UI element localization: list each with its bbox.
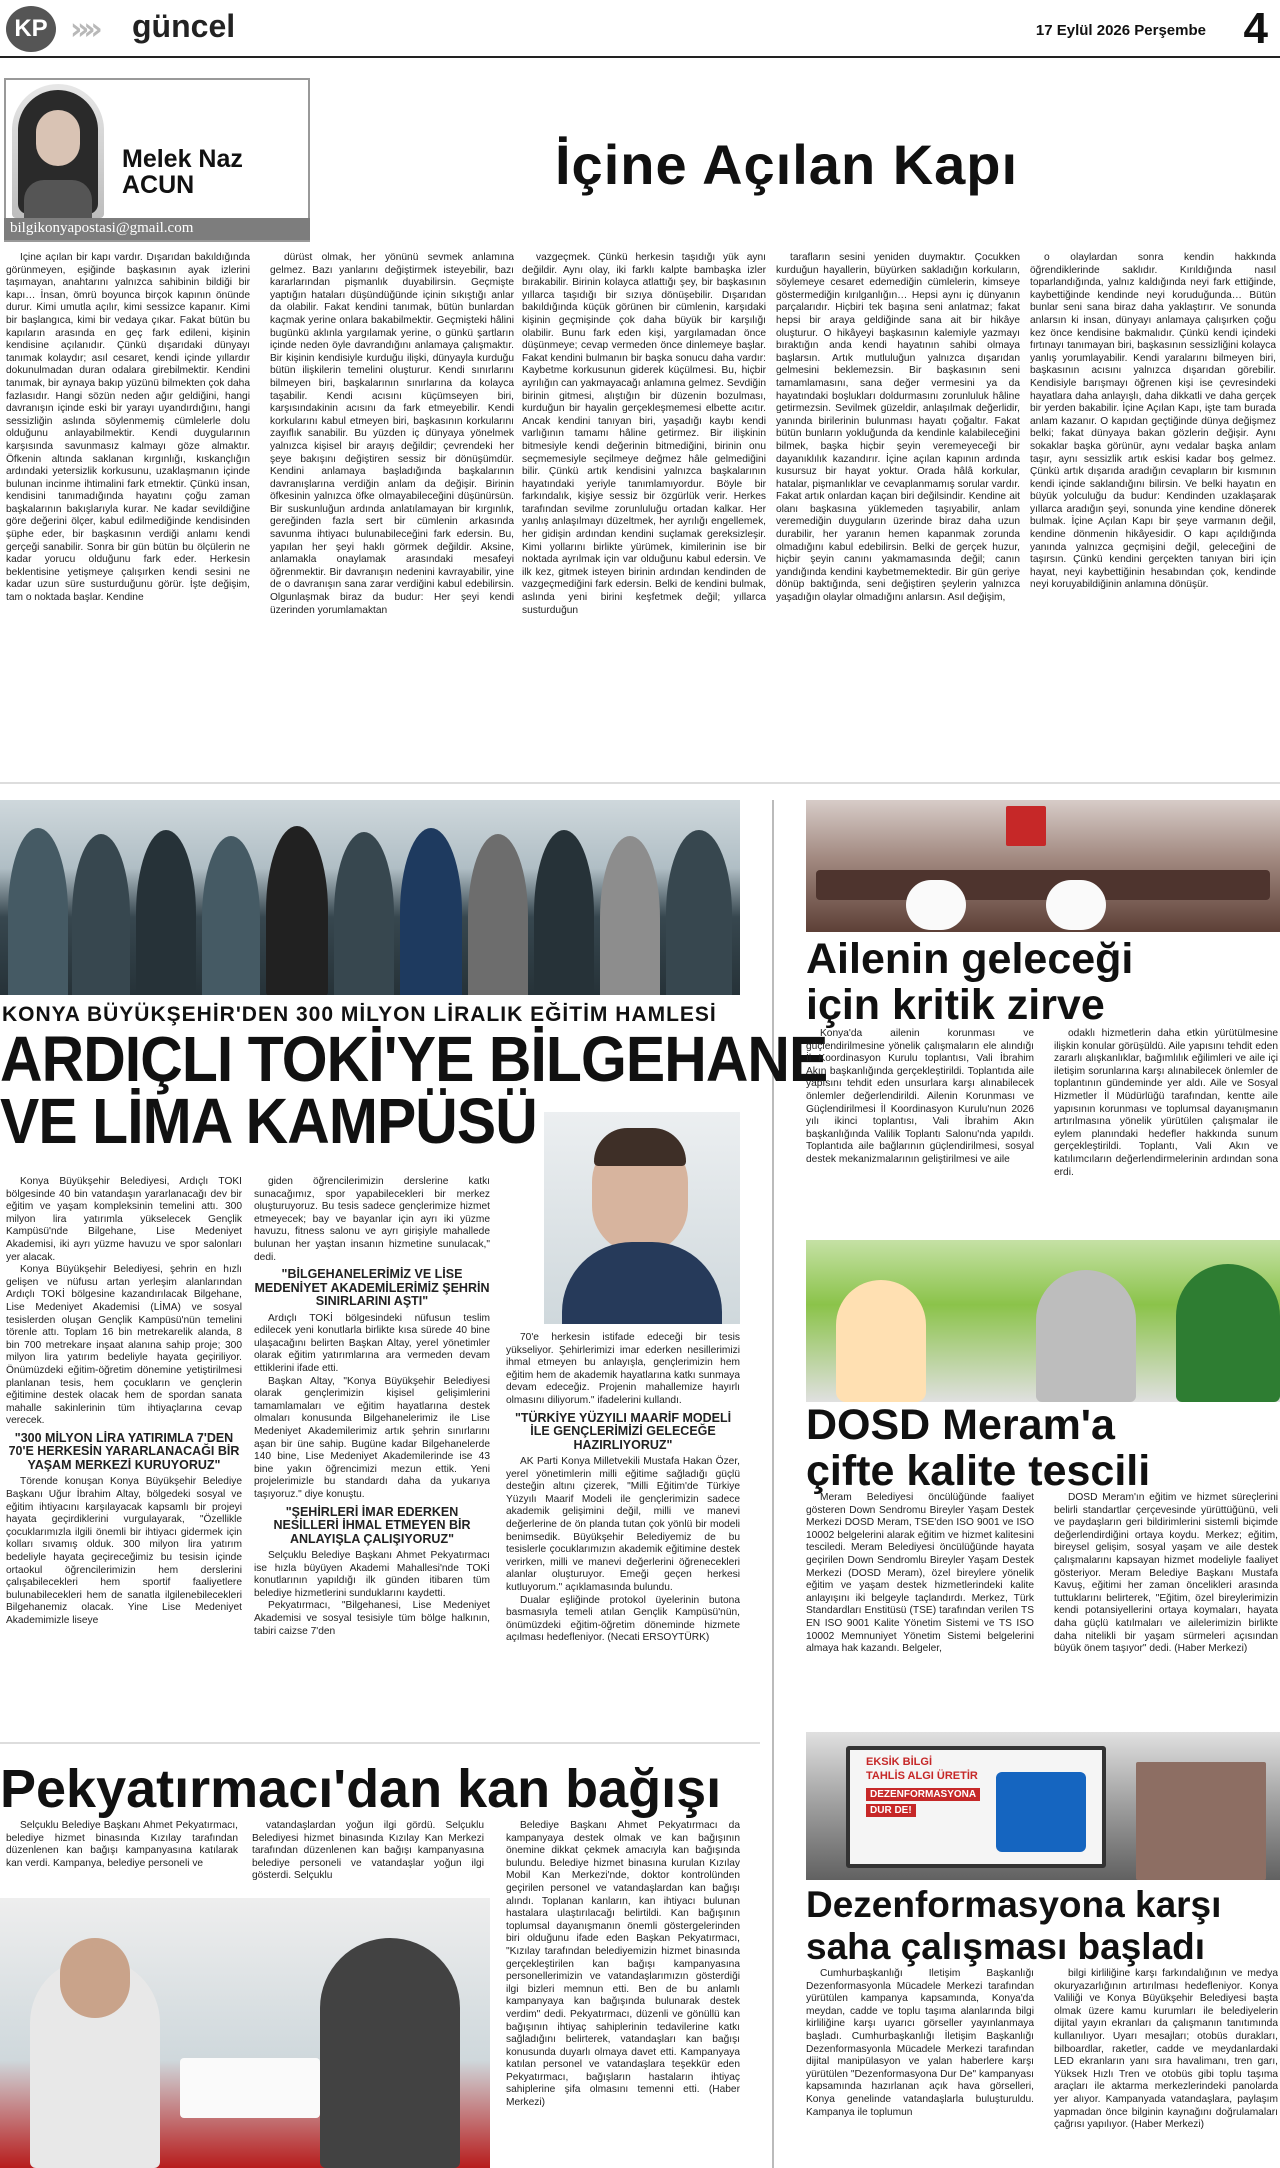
toki-headline: ARDIÇLI TOKİ'YE BİLGEHANE VE LİMA KAMPÜSÜ [0, 1023, 828, 1157]
section-divider [0, 782, 1280, 784]
portrait-photo [544, 1112, 740, 1324]
page-number: 4 [1243, 4, 1268, 53]
column-text-2: dürüst olmak, her yönünü sevmek anlamına gelmez. Bazı yanlarını değiştirmek isteyebilir, bazı kararlarından pişmanlık duyabilirsin. Geçmişte yaptığın hataları düşündüğünde içinin sıkıştığı anlar da olabilir. Fakat kendini tanımak, bütün bunlardan kaçmak yerine onlara bakabilmektir. Geçmişteki hâlini bugünkü aklınla yargılamak yerine, o günkü şartların içinde neden öyle davrandığını anlamaya çalışmaktır. Bir kişinin kendisiyle kurduğu ilişki, dünyayla kurduğu bütün ilişkilerin temelini oluşturur. Kendi sınırlarını bilmeyen biri, başkalarının sınırlarına da kolayca taşabilir. Kendi acısını küçümseyen biri, karşısındakinin acısını da fark etmeyebilir. Kendi korkularını kabul etmeyen biri, başkasının korkularını zayıflık sanabilir. Bu yüzden iç dünyaya yönelmek yalnızca kişisel bir arayış değildir; çevrendeki her şeye bakışını değiştiren sessiz bir dönüşümdür. Kendini anlamaya başladığında başkalarının davranışlarına verdiğin anlam da değişir. Birinin öfkesinin yalnızca öfke olmayabileceğini düşünürsün. Bir suskunluğun ardında anlatılamayan bir kırgınlık, gereğinden fazla sert bir cümlenin arkasında savunma ihtiyacı bulunabileceğini fark edersin. Bu, yapılan her şeyi haklı görmek değildir. Aksine, anlamakla onaylamak arasındaki mesafeyi öğrenmektir. Bir davranışın nedenini kavrayabilir, yine de o davranışın sana zarar verdiğini kabul edebilirsin. Olgunlaşmak biraz da budur: Her şeyi kendi üzerinden yorumlamaktan [270, 252, 514, 616]
billboard-text-4: DUR DE! [866, 1804, 916, 1817]
billboard-text-1: EKSİK BİLGİ [866, 1756, 933, 1768]
page-header [0, 0, 1280, 58]
toki-kicker: KONYA BÜYÜKŞEHİR'DEN 300 MİLYON LİRALIK EĞİTİM HAMLESİ [2, 1003, 717, 1026]
column-text-3: vazgeçmek. Çünkü herkesin taşıdığı yük aynı değildir. Aynı olay, iki farklı kalpte bambaşka izler bırakabilir. Birinin kolayca atlattığı şey, bir başkasının yıllarca taşıdığı bir sızıya dönüşebilir. Dışarıdan bakıldığında küçük görünen bir cümlenin, karşıdaki kişinin geçmişinde çok daha büyük bir karşılığı olabilir. Bunu fark eden kişi, yargılamadan önce düşünmeye; cevap vermeden önce dinlemeye başlar. Fakat kendini bulmanın bir başka sonucu daha vardır: Kaybetme korkusunun giderek küçülmesi. Bu, hiçbir ayrılığın can yakmayacağı anlamına gelmez. Sevdiğin birinin gitmesi, alıştığın bir düzenin bozulması, kurduğun bir hayalin gerçekleşmemesi elbette acıtır. Ancak kendini tanıyan biri, yaşadığı kaybı kendi varlığının tamamı hâline getirmez. Bir ilişkinin bitmesiyle kendi değerinin bitmediğini, birinin onu seçmemesiyle seçilmeye değmez hâle gelmediğini bilir. Çünkü artık kendisini yalnızca başkalarının hayatındaki yeriyle tanımlamıyordur. Böyle bir farkındalık, kişiye sessiz bir özgürlük verir. Herkes tarafından sevilme zorunluluğu ortadan kalkar. Her yanlış anlaşılmayı düzeltmek, her ayrılığı engellemek, her gidişin ardından kendini suçlamak gereksizleşir. Kimi yollarını birlikte yürümek, kimilerinin ise bir noktada ayrılmak için var olduğunu kabul edersin. Ve ilk kez, gitmek isteyen birinin ardından kendinden de vazgeçmediğini fark edersin. Belki de kendini bulmak, aslında yeni birini keşfetmek değil; yıllarca susturduğun [522, 252, 766, 616]
author-photo [12, 84, 104, 218]
toki-text-3: 70'e herkesin istifade edeceği bir tesis yükseliyor. Şehirlerimizi imar ederken nesillerimizi ihmal etmeyen bu anlayışla, gençlerimizin hem eğitim hem de akademik hayatlarına katkı sunmaya devam edeceğiz. Projenin mahallemize hayırlı olmasını diliyorum." ifadelerini kullandı. "TÜRKİYE YÜZYILI MAARİF MODELİ İLE GENÇLERİMİZİ GELECEĞE HAZIRLIYORUZ" AK Parti Konya Milletvekili Mustafa Hakan Özer, yerel yönetimlerin milli eğitime sağladığı güçlü desteğin altını çizerek, "Milli Eğitim'de Türkiye Yüzyılı Maarif Modeli ile gençlerimizin sadece akademik gelişimini değil, milli ve manevi değerlerine de ön planda tutan çok yönlü bir modeli benimsedik. Büyükşehir Belediyemiz de bu tesislerle çocuklarımızın akademik eğitimine destek verirken, milli ve manevi değerlerini öğrenecekleri alanlar oluşturuyor. Emeği geçen herkesi kutluyorum." açıklamasında bulundu. Dualar eşliğinde protokol üyelerinin butona basmasıyla temeli atılan Gençlik Kampüsü'nün, önümüzdeki eğitim-öğretim döneminde hizmete açılması hedefleniyor. (Necati ERSOYTÜRK) [506, 1332, 740, 1644]
column-text-5: o olaylardan sonra kendin hakkında öğrendiklerinde saklıdır. Kırıldığında nasıl toparlandığında, yalnız kaldığında neyi fark ettiğinde, kaybettiğinde kendinde neyi koruduğunda… Bütün bunlar seni sana biraz daha yaklaştırır. Ve sonunda anlarsın ki insan, dünyayı anlamaya çalışırken çoğu kez önce kendisine bakmalıdır. Çünkü kendi içindeki fırtınayı tanımayan biri, başkasının sessizliğini kolayca yanlış yorumlayabilir. Kendi yaralarını bilmeyen biri, başkasının acısını yalnızca dışarıdan görebilir. Kendisiyle barışmayı öğrenen kişi ise çevresindeki hayatlara daha anlayışlı, daha dikkatli ve daha gerçek bir yerden bakabilir. İçine Açılan Kapı, işte tam burada anlam kazanır. O kapıdan geçtiğinde dünya değişmez belki; fakat dünyaya bakan gözlerin değişir. Aynı sokaklar başka görünür, aynı vedalar başka anlam taşır, aynı sessizlik artık eskisi kadar boş gelmez. Çünkü artık dışarıda aradığın cevapların bir kısmının kendi içinde saklandığını bilirsin. Ve belki hayatın en büyük yolculuğu da budur: Kendinden uzaklaşarak yıllarca aradığın şeyi, sonunda yine kendine dönerek bulmak. İçine Açılan Kapı bir şeye varmanın değil, kendine dönmenin hikâyesidir. O kapı açıldığında yanında yalnızca geçmişini değil, geleceğini de taşırsın. Çünkü kendini gerçekten tanıyan biri için hayat, neyi kaybettiğinin hesabından çok, kendinde neyi koruyabildiğinin anlamına dönüşür. [1030, 252, 1276, 591]
column-title: İçine Açılan Kapı [555, 133, 1019, 196]
billboard-photo [806, 1732, 1280, 1880]
toki-text-2: giden öğrencilerimizin derslerine katkı sunacağımız, spor yapabilecekleri bir merkez oluşturuyoruz. Bu tesis sadece gençlerimize hizmet etmeyecek; bay ve bayanlar için ayrı iki yüzme havuzu, fitness salonu ve ayrı girişiyle mahallede bulunan her yaştan insanın hizmetine sunulacak," dedi. "BİLGEHANELERİMİZ VE LİSE MEDENİYET AKADEMİLERİMİZ ŞEHRİN SINIRLARINI AŞTI" Ardıçlı TOKİ bölgesindeki nüfusun teslim edilecek yeni konutlarla birlikte kısa sürede 40 bine ulaşacağını belirten Başkan Altay, yerel yönetimler olarak eğitim yatırımlarına ara vermeden devam ettiklerini ifade etti. Başkan Altay, "Konya Büyükşehir Belediyesi olarak gençlerimizin kişisel gelişimlerini tamamlamaları ve eğitim hayatlarına destek olmaları konusunda Bilgehanelerimiz ile Lise Medeniyet Akademilerimiz artık şehrin sınırlarını aşan bir üne sahip. Bugüne kadar Bilgehanelerde 140 bine, Lise Medeniyet Akademilerinde ise 43 bine yakın öğrencimizi mezun ettik. Yeni projelerimizle bu standardı daha da yukarıya taşıyoruz." diye konuştu. "ŞEHİRLERİ İMAR EDERKEN NESİLLERİ İHMAL ETMEYEN BİR ANLAYIŞLA ÇALIŞIYORUZ" Selçuklu Belediye Başkanı Ahmet Pekyatırmacı ise hızla büyüyen Akademi Mahallesi'nde TOKİ konutlarının yapıldığı ilk günden itibaren tüm belediye hizmetlerini sunduklarını kaydetti. Pekyatırmacı, "Bilgehanesi, Lise Medeniyet Akademisi ve sosyal tesisiyle tüm bölge halkının, tabiri caizse 7'den [254, 1176, 490, 1637]
column-text-1: İçine açılan bir kapı vardır. Dışarıdan bakıldığında görünmeyen, eşiğinde başkasının ayak izlerini taşımayan, anahtarını yalnızca sahibinin bildiği bir kapı… İnsan, ömrü boyunca birçok kapının önünde durur. Kimi umutla açılır, kimi sessizce kapanır. Kimi bir başlangıca, kimi bir vedaya çıkar. Fakat bütün bu kapıların arasında en geç fark edileni, kişinin kendisine açılanıdır. Çünkü dışarıdaki dünyayı tanımak kolaydır; asıl cesaret, kendi içinde yıllardır dokunulmadan duran odalara girebilmektir. Kendini tanımak, bir aynaya bakıp yüzünü bilmekten çok daha fazlasıdır. Hangi sözün neden ağır geldiğini, hangi davranışın içinde eski bir yarayı uyandırdığını, hangi sessizliğin aslında söylenmemiş cümlelerle dolu olduğunu anlayabilmektir. Kendi duygularının karşısında savunmasız kalmayı göze almaktır. Öfkenin altında saklanan kırgınlığı, kıskançlığın ardındaki yetersizlik korkusunu, uzaklaşmanın içinde bulunan incinme ihtimalini fark etmektir. Çünkü insan, kendisini tanımadığında hayatını çoğu zaman başkalarının bakışlarıyla kurar. Ne kadar sevildiğine göre değerini ölçer, kabul edilmediğinde kendisinden şüphe eder, bir başkasının verdiği anlamı kendi gerçeği sanabilir. Sonra bir gün bütün bu ölçülerin ne kadar yorucu olduğunu fark eder. Herkesin beklentisine yetişmeye çalışırken kendi sesini ne kadar uzun süre susturduğunu görür. İşte değişim, tam o noktada başlar. Kendine [6, 252, 250, 604]
author-email: bilgikonyapostasi@gmail.com [4, 218, 310, 240]
pek-divider [0, 1742, 760, 1744]
dosd-text-1: Meram Belediyesi öncülüğünde faaliyet gösteren Down Sendromu Bireyler Yaşam Destek Merkezi DOSD Meram, TSE'den ISO 9001 ve ISO 10002 belgelerini alarak eğitim ve hizmet kalitesini tesciledi. Meram Belediyesi öncülüğünde hayata geçirilen Down Sendromlu Bireyler Yaşam Destek Merkezi (DOSD Meram), özel bireylere yönelik eğitim ve yaşam destek hizmetlerindeki kalite anlayışını iki belgeyle taçlandırdı. Merkez, Türk Standardları Enstitüsü (TSE) tarafından verilen TS EN ISO 9001 Kalite Yönetim Sistemi ve TS ISO 10002 Memnuniyet Yönetim Sistemi belgelerini almaya hak kazandı. Belgeler, [806, 1492, 1034, 1655]
pek-text-3: Belediye Başkanı Ahmet Pekyatırmacı da kampanyaya destek olmak ve kan bağışının önemine dikkat çekmek amacıyla kan bağışında bulundu. Belediye hizmet binasına kurulan Kızılay Mobil Kan Merkezi'nde, doktor kontrolünden geçirilen personel ve vatandaşlardan kan bağışı alındı. Toplanan kanların, kan ihtiyacı bulunan hastalara ulaştırılacağı belirtildi. Kan bağışının toplumsal dayanışmanın önemli göstergelerinden biri olduğunu ifade eden Başkan Pekyatırmacı, "Kızılay tarafından belediyemizin hizmet binasında gerçekleştirilen kan bağışı kampanyasına personellerimizin ve vatandaşlarımızın gösterdiği ilgi bizleri memnun etti. Ben de bu anlamlı kampanyaya kan bağışında bulunarak destek verdim" dedi. Pekyatırmacı, düzenli ve gönüllü kan bağışının ihtiyaç sahiplerinin tedavilerine katkı sağladığını belirterek, vatandaşları kan bağışı konusunda duyarlı olmaya davet etti. Kampanyaya katılan personel ve vatandaşlara teşekkür eden Pekyatırmacı, bağışların hastaların ihtiyaç sahiplerine şifa olmasını temenni etti. (Haber Merkezi) [506, 1820, 740, 2109]
column-text-4: tarafların sesini yeniden duymaktır. Çocukken kurduğun hayallerin, büyürken sakladığın korkuların, söylemeye cesaret edemediğin cümlelerin, kimseye göstermediğin kırılganlığın… Hepsi aynı iç dünyanın parçalarıdır. Hiçbiri tek başına seni anlatmaz; fakat hepsi bir araya geldiğinde sana ait bir hikâye oluşturur. O hikâyeyi başkasının kalemiyle yazmayı bıraktığın anda kendi hayatının sahibi olmaya başlarsın. Artık mutluluğun yalnızca dışarıdan gelmesini beklemezsin. Bir başkasının seni tamamlamasını, sana değer vermesini ya da hayatındaki boşlukları doldurmasını zorunluluk hâline getirmezsin. Sevilmek güzeldir, anlaşılmak değerlidir, yanında birilerinin bulunması hayatı çoğaltır. Fakat bütün bunların yokluğunda da kendinle kalabileceğini bilmek, başka hiçbir şeyin veremeyeceği bir dayanıklılık kazandırır. İçine açılan kapının ardında kusursuz bir hayat yoktur. Orada hâlâ korkular, hatalar, pişmanlıklar ve cevaplanmamış sorular vardır. Fakat artık onlardan kaçan biri değilsindir. Kendine ait olanı başkasına yüklemeden taşıyabilir, anlam veremediğin duyguların üzerinde biraz daha uzun durabilir, her yaranın hemen kapanmak zorunda olmadığını kabul edebilirsin. Belki de gerçek huzur, hiçbir şeyin canını yakmamasında değil; canın yandığında kendini kaybetmemektedir. Bir gün geriye dönüp baktığında, seni değiştiren şeylerin yalnızca yaşadığın olaylar olmadığını anlarsın. Asıl değişim, [776, 252, 1020, 604]
kp-logo: KP [6, 6, 56, 52]
section-title: güncel [132, 8, 236, 44]
toki-text-1: Konya Büyükşehir Belediyesi, Ardıçlı TOKİ bölgesinde 40 bin vatandaşın yararlanacağı dev bir eğitim ve yaşam kompleksinin temelini attı. 300 milyon lira yatırımla yükselecek Gençlik Kampüsü'nde Bilgehane, Lise Medeniyet Akademisi, iki ayrı yüzme havuzu ve spor salonları yer alacak. Konya Büyükşehir Belediyesi, şehrin en hızlı gelişen ve nüfusu artan yerleşim alanlarından Ardıçlı TOKİ bölgesine kazandırılacak Bilgehane, Lise Medeniyet Akademisi (LİMA) ve sosyal tesislerden oluşan Gençlik Kampüsü'nün temelini törenle attı. Toplam 16 bin metrekarelik alanda, 8 bin 700 metrekare inşaat alanına sahip proje; 300 milyon lira yatırım bedeliyle hayata geçiriliyor. Önümüzdeki eğitim-öğretim dönemine yetiştirilmesi planlanan tesis, hem çocukların ve gençlerin eğitimine destek olacak hem de spordan sanata mahalle sakinlerinin tüm ihtiyaçlarına cevap verecek. "300 MİLYON LİRA YATIRIMLA 7'DEN 70'E HERKESİN YARARLANACAĞI BİR YAŞAM MERKEZİ KURUYORUZ" Törende konuşan Konya Büyükşehir Belediye Başkanı Uğur İbrahim Altay, bölgedeki sosyal ve eğitim ihtiyacını karşılayacak kapsamlı bir projeyi hayata geçirdiklerini vurgulayarak, "Özellikle çocuklarımızla ilgili önemli bir ihtiyacı gidermek için kolları sıvamış olduk. 300 milyon lira yatırım bedeliyle hayata geçireceğimiz bu tesisin içinde ortaokul öğrencilerimizin hem derslerini çalışabilecekleri hem sportif faaliyetlere bulunabilecekleri hem de sanatla ilgilenebilecekleri Bilgehanemiz olacak. Yine Lise Medeniyet Akademimizle liseye [6, 1176, 242, 1626]
chevron-double-icon: »» [70, 12, 97, 47]
dosd-headline: DOSD Meram'a çifte kalite tescili [806, 1401, 1151, 1495]
pek-text-1: Selçuklu Belediye Başkanı Ahmet Pekyatırmacı, belediye hizmet binasında Kızılay tarafından düzenlenen kan bağışı kampanyasına katılarak kan verdi. Kampanya, belediye personeli ve [6, 1820, 238, 1869]
billboard-text-2: TAHLİS ALGI ÜRETİR [866, 1770, 978, 1782]
vertical-divider [772, 800, 774, 2168]
aile-text-1: Konya'da ailenin korunması ve güçlendirilmesine yönelik çalışmaların ele alındığı İl Koordinasyon Kurulu toplantısı, Vali İbrahim Akın başkanlığında gerçekleştirildi. Toplantıda aile yapısını tehdit eden unsurlara karşı alınabilecek önlemler değerlendirildi. Ailenin Korunması ve Güçlendirilmesi İl Koordinasyon Kurulu'nun 2026 yılı ikinci toplantısı, Vali İbrahim Akın başkanlığında Valilik Toplantı Salonu'nda yapıldı. Toplantıda aile bağlarının güçlendirilmesi, sosyal destek mekanizmalarının geliştirilmesi ve aile [806, 1028, 1034, 1165]
dosd-photo [806, 1240, 1280, 1402]
pek-text-2: vatandaşlardan yoğun ilgi gördü. Selçuklu Belediyesi hizmet binasında Kızılay Kan Merkezi tarafından düzenlenen kan bağışı kampanyasına belediye personeli ve vatandaşlar yoğun ilgi gösterdi. Selçuklu [252, 1820, 484, 1882]
aile-text-2: odaklı hizmetlerin daha etkin yürütülmesine ilişkin konular görüşüldü. Aile yapısını tehdit eden zararlı alışkanlıklar, bağımlılık eğilimleri ve aile içi iletişim sorunlarına karşı alınabilecek önlemler de toplantının gündeminde yer aldı. Aile ve Sosyal Hizmetler İl Müdürlüğü tarafından, kentte aile yapısının korunması ve toplumsal dayanışmanın artırılmasına yönelik yürütülen çalışmalar ile eylem planındaki hedefler hakkında sunum gerçekleştirildi. Toplantı, Vali Akın ve katılımcıların değerlendirmelerinin ardından sona erdi. [1054, 1028, 1278, 1178]
dezen-headline: Dezenformasyona karşı saha çalışması başladı [806, 1884, 1222, 1967]
billboard-text-3: DEZENFORMASYONA [866, 1788, 980, 1801]
blood-donation-photo [0, 1898, 490, 2168]
issue-date: 17 Eylül 2026 Perşembe [1035, 22, 1206, 39]
ceremony-photo [0, 800, 740, 995]
author-name: Melek Naz ACUN [122, 145, 243, 199]
dezen-text-2: bilgi kirliliğine karşı farkındalığının ve medya okuryazarlığının artırılması hedefleniyor. Konya Valiliği ve Konya Büyükşehir Belediyesi başta olmak üzere kamu kurumları ile belediyelerin dijital yayın ekranları da çalışmanın tanıtımında kullanılıyor. Uyarı mesajları; otobüs durakları, bilboardlar, raketler, cadde ve meydanlardaki LED ekranların yanı sıra havalimanı, tren garı, Yüksek Hızlı Tren ve otobüs gibi toplu taşıma araçları ile aktarma merkezlerindeki panolarda yer alıyor. Kampanyada vatandaşlara, paylaşım yapmadan önce bilginin kaynağını doğrulamaları çağrısı yapılıyor. (Haber Merkezi) [1054, 1968, 1278, 2131]
dosd-text-2: DOSD Meram'ın eğitim ve hizmet süreçlerini belirli standartlar çerçevesinde yürüttüğünü, veli ve paydaşların geri bildirimlerini sistemli biçimde değerlendirdiğini ortaya koydu. Merkez; eğitim, bireysel gelişim, sosyal yaşam ve aile destek çalışmalarını kapsayan hizmet modeliyle faaliyet gösteriyor. Meram Belediye Başkanı Mustafa Kavuş, eğitimi her zaman öncelikleri arasında tuttuklarını belirterek, "Eğitim, özel bireylerimizin kendi potansiyellerini ortaya koymaları, hayata daha güçlü katılmaları ve ailelerimizin birlikte daha nitelikli bir yaşam sürmeleri açısından büyük önem taşıyor" dedi. (Haber Merkezi) [1054, 1492, 1278, 1655]
aile-headline: Ailenin geleceği için kritik zirve [806, 935, 1134, 1029]
dezen-text-1: Cumhurbaşkanlığı İletişim Başkanlığı Dezenformasyonla Mücadele Merkezi tarafından yürütülen kampanya kapsamında, Konya'da meydan, cadde ve toplu taşıma alanlarında bilgi kirliliğine karşı uyarıcı görseller yayınlanmaya başladı. Cumhurbaşkanlığı İletişim Başkanlığı Dezenformasyonla Mücadele Merkezi tarafından dijital manipülasyon ve yalan haberlere karşı yürütülen "Dezenformasyona Dur De" kampanyası kapsamında hazırlanan açık hava görselleri, Konya genelinde vatandaşlarla buluşturuldu. Kampanya ile toplumun [806, 1968, 1034, 2118]
pek-headline: Pekyatırmacı'dan kan bağışı [0, 1759, 722, 1819]
meeting-photo [806, 800, 1280, 932]
